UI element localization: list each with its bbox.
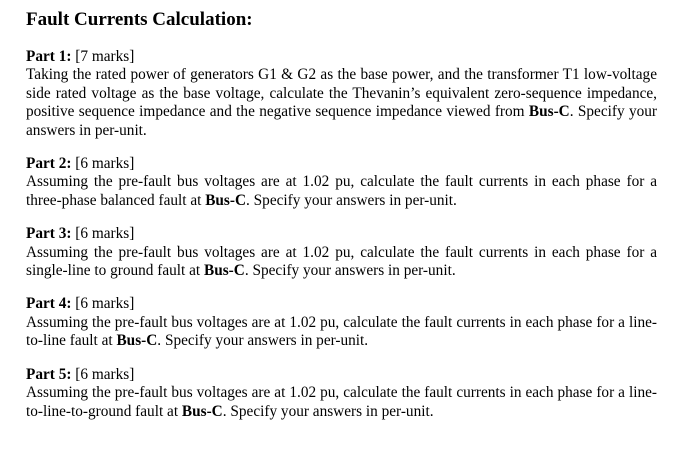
- part-heading: [26, 295, 657, 313]
- part-heading: [26, 155, 657, 173]
- part-text: [26, 314, 657, 351]
- part-heading: [26, 366, 657, 384]
- part-label: Part 2:: [26, 155, 72, 173]
- bus-reference: Bus-C: [116, 332, 158, 350]
- part-marks: [6 marks]: [75, 225, 135, 243]
- part-1: [26, 48, 657, 140]
- part-text-after: . Specify your answers in per-unit.: [157, 332, 369, 350]
- bus-reference: Bus-C: [205, 191, 247, 209]
- part-text: [26, 173, 657, 210]
- part-heading: [26, 48, 657, 66]
- part-label: Part 3:: [26, 225, 72, 243]
- part-label: Part 4:: [26, 295, 72, 313]
- part-marks: [7 marks]: [75, 48, 135, 65]
- part-text-before: Assuming the pre-fault bus voltages are at 1.02 pu, calculate the fault currents in each phase for a line-to-line-to-ground fault at: [26, 384, 657, 420]
- part-marks: [6 marks]: [75, 365, 135, 383]
- part-text-before: Assuming the pre-fault bus voltages are at 1.02 pu, calculate the fault currents in each phase for a three-phase balanced fault at: [26, 173, 657, 209]
- part-marks: [6 marks]: [75, 295, 135, 313]
- part-text-after: . Specify your answers in per-unit.: [222, 402, 434, 420]
- part-text-before: Taking the rated power of generators G1 & G2 as the base power, and the transformer T1 low-voltage side rated voltage as the base voltage, calculate the Thevanin’s equivalent zero-sequence impedance, positive sequence impedance and the negative sequence impedance viewed from: [26, 66, 657, 121]
- part-text: [26, 244, 657, 281]
- part-text-before: Assuming the pre-fault bus voltages are at 1.02 pu, calculate the fault currents in each phase for a single-line to ground fault at: [26, 243, 657, 280]
- bus-reference: Bus-C: [181, 402, 223, 420]
- part-text-after: . Specify your answers in per-unit.: [246, 191, 457, 209]
- part-2: [26, 155, 657, 210]
- document-title: Fault Currents Calculation:: [26, 9, 253, 30]
- part-label: Part 1:: [26, 48, 72, 65]
- part-4: [26, 295, 657, 350]
- bus-reference: Bus-C: [528, 103, 570, 121]
- part-heading: [26, 225, 657, 243]
- part-text-before: Assuming the pre-fault bus voltages are at 1.02 pu, calculate the fault currents in each phase for a line-to-line fault at: [26, 313, 657, 350]
- part-text-after: . Specify your answers in per-unit.: [26, 103, 657, 139]
- part-text: [26, 384, 657, 421]
- part-label: Part 5:: [26, 365, 72, 383]
- part-5: [26, 366, 657, 421]
- part-text: [26, 66, 657, 140]
- part-text-after: . Specify your answers in per-unit.: [244, 262, 456, 280]
- bus-reference: Bus-C: [204, 262, 245, 280]
- part-3: [26, 225, 657, 280]
- part-marks: [6 marks]: [75, 155, 135, 173]
